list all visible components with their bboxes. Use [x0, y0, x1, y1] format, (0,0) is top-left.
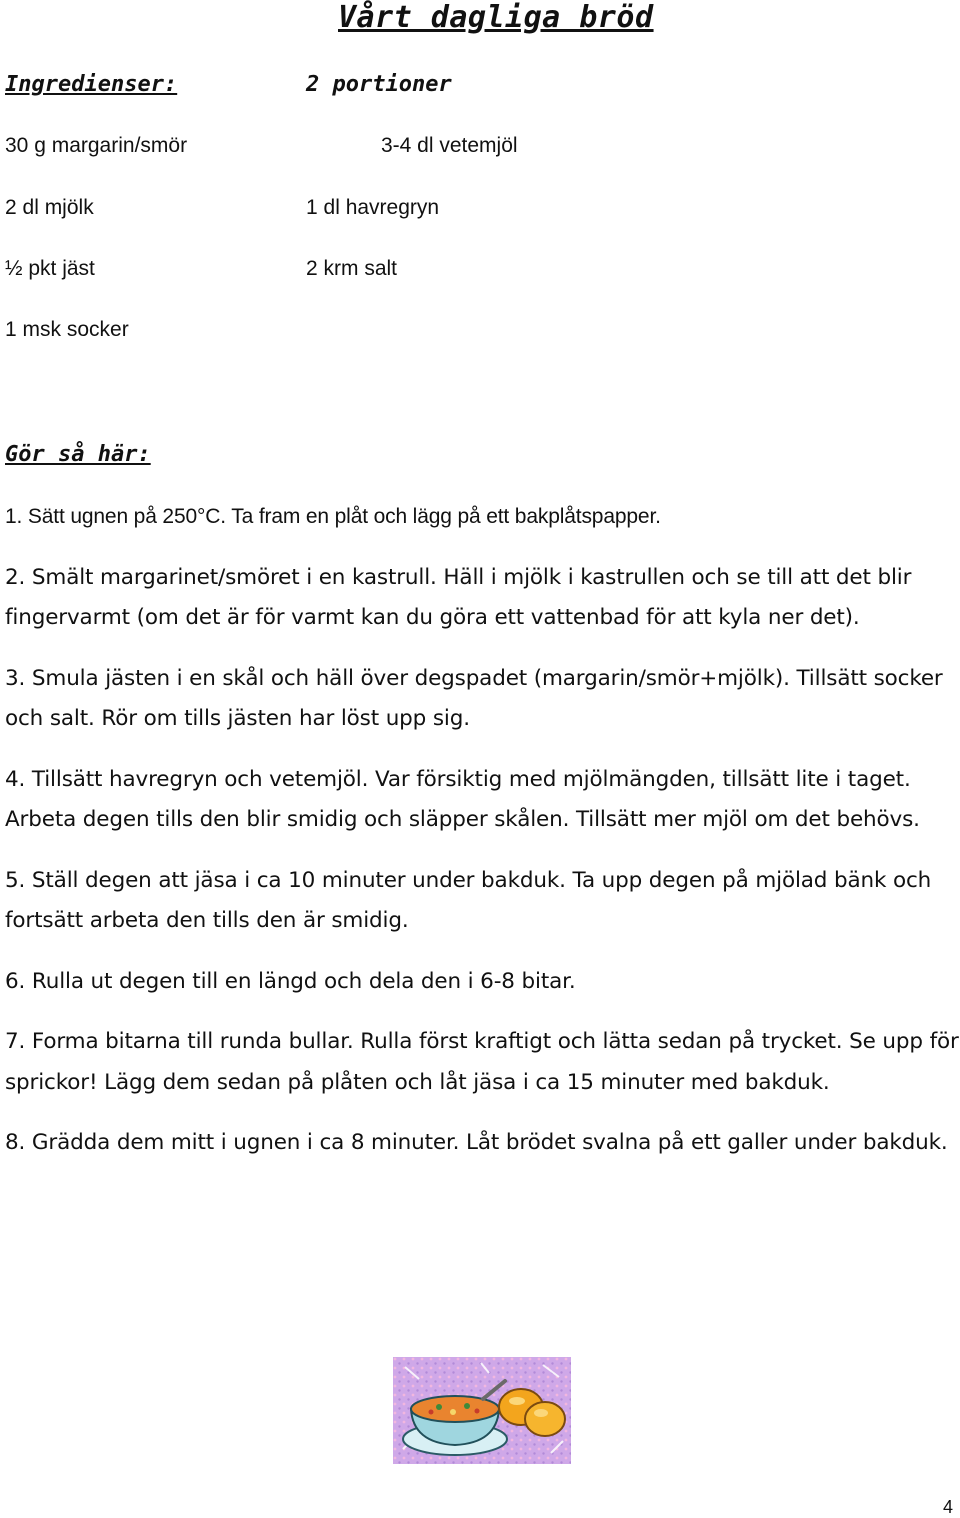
- ingredient-item: 30 g margarin/smör: [5, 134, 188, 157]
- instruction-step-6: 6. Rulla ut degen till en längd och dela den i 6-8 bitar.: [5, 968, 576, 994]
- instruction-step-1: 1. Sätt ugnen på 250°C. Ta fram en plåt och lägg på ett bakplåtspapper.: [5, 505, 661, 528]
- portions-label: 2 portioner: [306, 72, 452, 97]
- instruction-step-2: 2. Smält margarinet/smöret i en kastrull. Häll i mjölk i kastrullen och se till att det blir fingervarmt (om det är för varmt kan du göra ett vattenbad för att kyla ner det).: [5, 564, 912, 630]
- instruction-step-7: 7. Forma bitarna till runda bullar. Rulla först kraftigt och lätta sedan på trycket. Se upp för sprickor! Lägg dem sedan på plåten och låt jäsa i ca 15 minuter med bakduk.: [5, 1029, 959, 1095]
- ingredient-item: 2 dl mjölk: [5, 196, 94, 219]
- instruction-step-4: 4. Tillsätt havregryn och vetemjöl. Var försiktig med mjölmängden, tillsätt lite i taget. Arbeta degen tills den blir smidig och släpper skålen. Tillsätt mer mjöl om det behövs.: [5, 766, 920, 832]
- instruction-step-5: 5. Ställ degen att jäsa i ca 10 minuter under bakduk. Ta upp degen på mjölad bänk och fortsätt arbeta den tills den är smidig.: [5, 867, 932, 933]
- ingredient-item: 3-4 dl vetemjöl: [381, 134, 518, 157]
- ingredient-item: ½ pkt jäst: [5, 257, 95, 280]
- instruction-steps: [5, 497, 960, 1164]
- soup-and-bread-icon: [393, 1357, 571, 1464]
- ingredient-item: 1 dl havregryn: [306, 196, 440, 219]
- page-title: Vårt dagliga bröd: [338, 0, 654, 35]
- ingredient-item: 2 krm salt: [306, 257, 398, 280]
- ingredient-item: 1 msk socker: [5, 318, 129, 341]
- instructions-heading: Gör så här:: [5, 442, 151, 467]
- instruction-step-8: 8. Grädda dem mitt i ugnen i ca 8 minuter. Låt brödet svalna på ett galler under bakduk.: [5, 1130, 948, 1155]
- ingredients-heading: Ingredienser:: [5, 72, 178, 97]
- page-number: 4: [942, 1497, 953, 1517]
- instruction-step-3: 3. Smula jästen i en skål och häll över degspadet (margarin/smör+mjölk). Tillsätt socker och salt. Rör om tills jästen har löst upp sig.: [5, 665, 943, 731]
